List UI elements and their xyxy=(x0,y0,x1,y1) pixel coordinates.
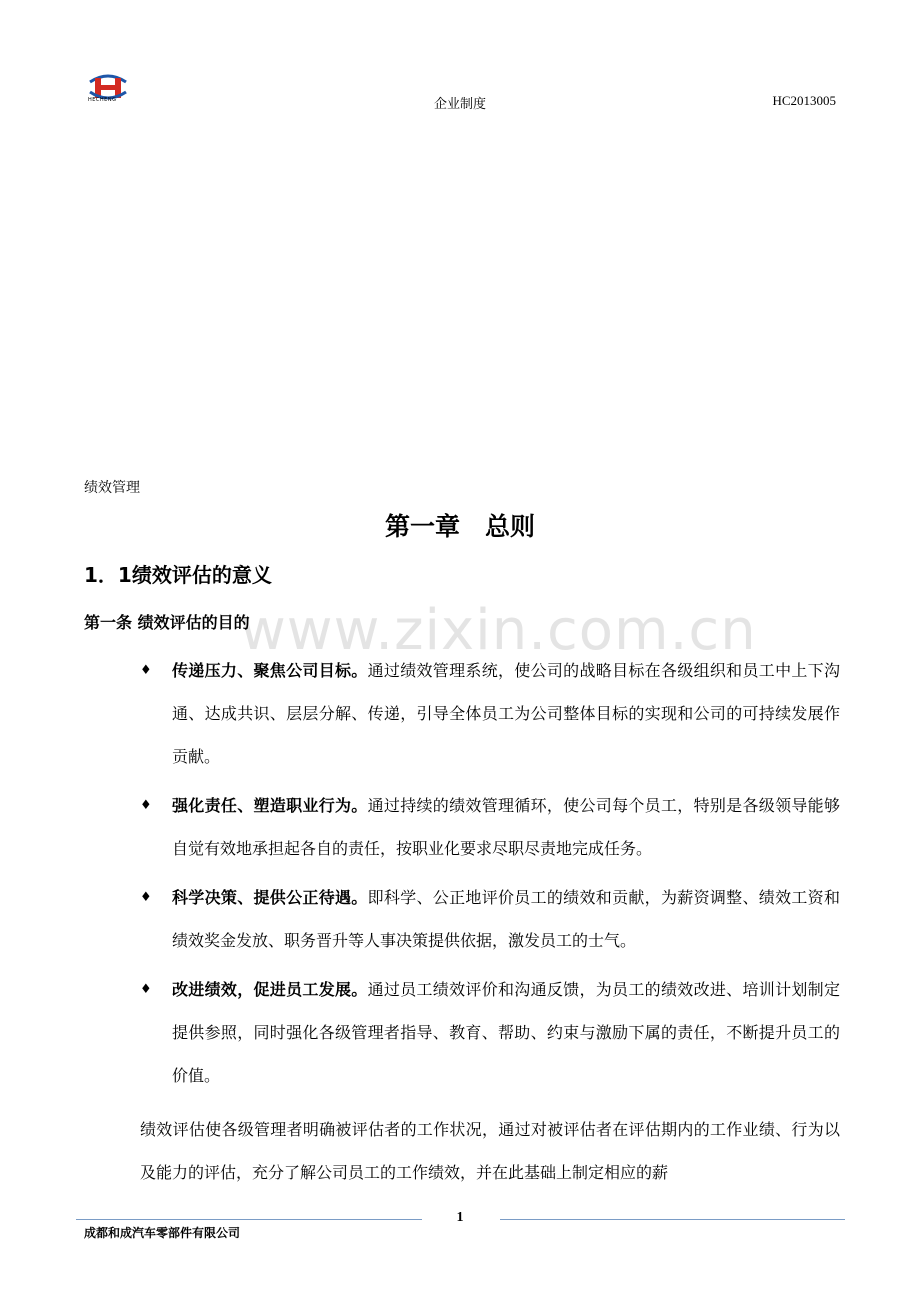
bullet-lead: 强化责任、塑造职业行为。 xyxy=(172,796,368,815)
article-title: 第一条 绩效评估的目的 xyxy=(84,613,250,632)
bullet-lead: 科学决策、提供公正待遇。 xyxy=(172,888,368,907)
bullet-lead: 传递压力、聚焦公司目标。 xyxy=(172,661,368,680)
section-title: 1．1绩效评估的意义 xyxy=(84,563,272,587)
diamond-bullet-icon: ♦ xyxy=(140,890,152,905)
chapter-title: 第一章 总则 xyxy=(384,512,535,541)
diamond-bullet-icon: ♦ xyxy=(140,663,152,678)
header-document-code: HC2013005 xyxy=(772,93,836,108)
list-item xyxy=(140,876,840,962)
bullet-text: 即科学、公正地评价员工的绩效和贡献，为薪资调整、绩效工资和绩效奖金发放、职务晋升等人事决策提供依据，激发员工的士气。 xyxy=(172,888,840,950)
diamond-bullet-icon: ♦ xyxy=(140,798,152,813)
body-paragraph: 绩效评估使各级管理者明确被评估者的工作状况，通过对被评估者在评估期内的工作业绩、行为以及能力的评估，充分了解公司员工的工作绩效，并在此基础上制定相应的薪 xyxy=(140,1120,840,1182)
list-item xyxy=(140,784,840,870)
watermark: www.zixin.com.cn xyxy=(240,598,757,663)
diamond-bullet-icon: ♦ xyxy=(140,982,152,997)
bullet-list xyxy=(140,649,840,1103)
page-number: 1 xyxy=(456,1210,464,1225)
list-item xyxy=(140,649,840,778)
bullet-text: 通过绩效管理系统，使公司的战略目标在各级组织和员工中上下沟通、达成共识、层层分解、传递，引导全体员工为公司整体目标的实现和公司的可持续发展作贡献。 xyxy=(172,661,840,766)
list-item xyxy=(140,968,840,1097)
footer-company: 成都和成汽车零部件有限公司 xyxy=(84,1226,241,1240)
bullet-text: 通过员工绩效评价和沟通反馈，为员工的绩效改进、培训计划制定提供参照，同时强化各级管理者指导、教育、帮助、约束与激励下属的责任，不断提升员工的价值。 xyxy=(172,980,840,1085)
bullet-lead: 改进绩效，促进员工发展。 xyxy=(172,980,368,999)
document-label: 绩效管理 xyxy=(84,480,140,496)
bullet-text: 通过持续的绩效管理循环，使公司每个员工，特别是各级领导能够自觉有效地承担起各自的责任，按职业化要求尽职尽责地完成任务。 xyxy=(172,796,840,858)
header-category: 企业制度 xyxy=(433,97,486,112)
logo-text: HECHENG xyxy=(88,97,117,103)
